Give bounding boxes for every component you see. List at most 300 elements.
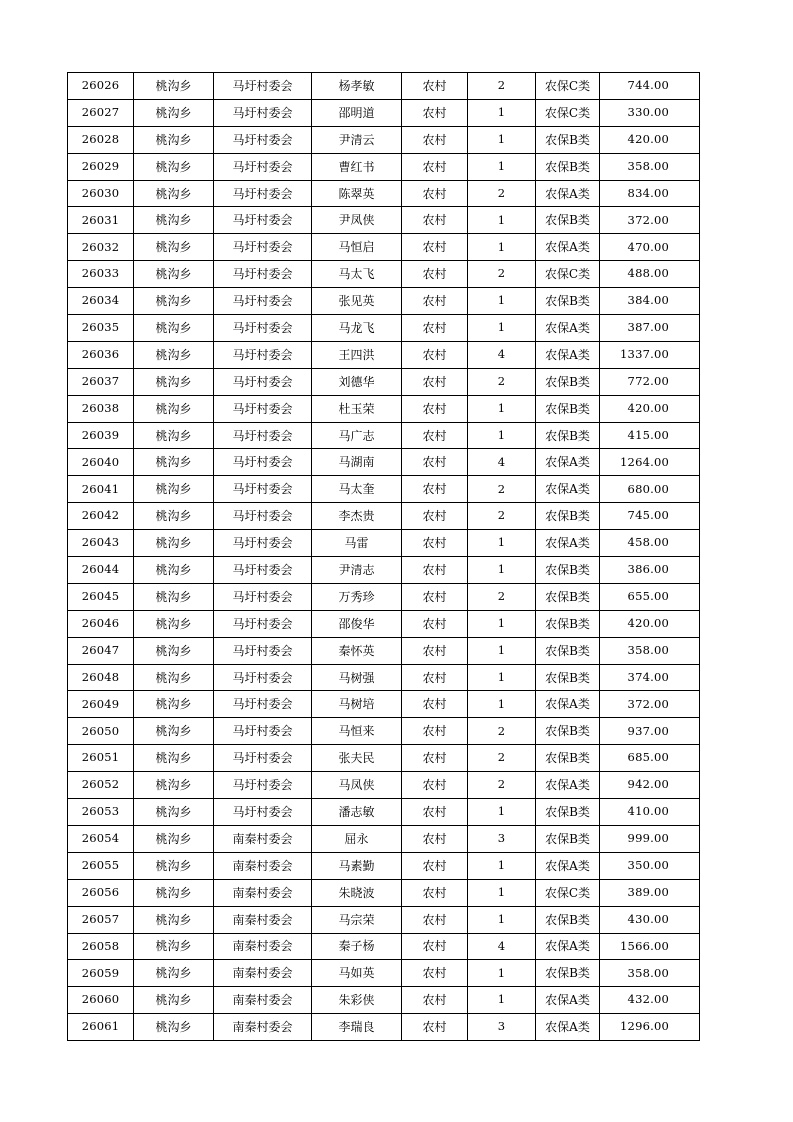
- household-count-cell: 2: [468, 261, 536, 288]
- table-row: [68, 852, 700, 879]
- area-type-cell: 农村: [402, 852, 468, 879]
- table-row: [68, 637, 700, 664]
- person-name-cell: 李瑞良: [312, 1014, 402, 1041]
- village-cell: 马圩村委会: [214, 799, 312, 826]
- amount-cell: 772.00: [600, 368, 700, 395]
- table-row: [68, 718, 700, 745]
- insurance-category-cell: 农保B类: [536, 825, 600, 852]
- household-count-cell: 1: [468, 99, 536, 126]
- person-name-cell: 马恒来: [312, 718, 402, 745]
- household-count-cell: 4: [468, 933, 536, 960]
- insurance-category-cell: 农保B类: [536, 368, 600, 395]
- household-count-cell: 2: [468, 73, 536, 100]
- village-cell: 马圩村委会: [214, 368, 312, 395]
- insurance-category-cell: 农保A类: [536, 341, 600, 368]
- person-name-cell: 刘德华: [312, 368, 402, 395]
- village-cell: 马圩村委会: [214, 261, 312, 288]
- area-type-cell: 农村: [402, 933, 468, 960]
- insurance-category-cell: 农保B类: [536, 422, 600, 449]
- township-cell: 桃沟乡: [134, 180, 214, 207]
- household-count-cell: 3: [468, 1014, 536, 1041]
- township-cell: 桃沟乡: [134, 987, 214, 1014]
- insurance-category-cell: 农保B类: [536, 583, 600, 610]
- household-count-cell: 2: [468, 476, 536, 503]
- amount-cell: 415.00: [600, 422, 700, 449]
- village-cell: 南秦村委会: [214, 933, 312, 960]
- amount-cell: 374.00: [600, 664, 700, 691]
- amount-cell: 655.00: [600, 583, 700, 610]
- township-cell: 桃沟乡: [134, 610, 214, 637]
- insurance-category-cell: 农保B类: [536, 745, 600, 772]
- person-name-cell: 朱晓波: [312, 879, 402, 906]
- amount-cell: 432.00: [600, 987, 700, 1014]
- record-id-cell: 26056: [68, 879, 134, 906]
- record-id-cell: 26037: [68, 368, 134, 395]
- township-cell: 桃沟乡: [134, 772, 214, 799]
- table-row: [68, 288, 700, 315]
- record-id-cell: 26028: [68, 126, 134, 153]
- table-row: [68, 906, 700, 933]
- person-name-cell: 万秀珍: [312, 583, 402, 610]
- person-name-cell: 马宗荣: [312, 906, 402, 933]
- person-name-cell: 马龙飞: [312, 315, 402, 342]
- village-cell: 马圩村委会: [214, 73, 312, 100]
- area-type-cell: 农村: [402, 772, 468, 799]
- insurance-category-cell: 农保A类: [536, 530, 600, 557]
- person-name-cell: 曹红书: [312, 153, 402, 180]
- township-cell: 桃沟乡: [134, 933, 214, 960]
- table-row: [68, 207, 700, 234]
- person-name-cell: 朱彩侠: [312, 987, 402, 1014]
- table-row: [68, 368, 700, 395]
- township-cell: 桃沟乡: [134, 852, 214, 879]
- insurance-category-cell: 农保B类: [536, 557, 600, 584]
- amount-cell: 420.00: [600, 610, 700, 637]
- person-name-cell: 马雷: [312, 530, 402, 557]
- amount-cell: 1296.00: [600, 1014, 700, 1041]
- household-count-cell: 1: [468, 288, 536, 315]
- township-cell: 桃沟乡: [134, 288, 214, 315]
- amount-cell: 458.00: [600, 530, 700, 557]
- record-id-cell: 26029: [68, 153, 134, 180]
- table-row: [68, 745, 700, 772]
- record-id-cell: 26035: [68, 315, 134, 342]
- township-cell: 桃沟乡: [134, 449, 214, 476]
- table-row: [68, 879, 700, 906]
- amount-cell: 358.00: [600, 153, 700, 180]
- record-id-cell: 26046: [68, 610, 134, 637]
- person-name-cell: 张见英: [312, 288, 402, 315]
- record-id-cell: 26059: [68, 960, 134, 987]
- insurance-category-cell: 农保B类: [536, 610, 600, 637]
- area-type-cell: 农村: [402, 745, 468, 772]
- amount-cell: 330.00: [600, 99, 700, 126]
- insurance-category-cell: 农保B类: [536, 288, 600, 315]
- table-row: [68, 341, 700, 368]
- insurance-category-cell: 农保B类: [536, 718, 600, 745]
- area-type-cell: 农村: [402, 395, 468, 422]
- table-row: [68, 73, 700, 100]
- record-id-cell: 26041: [68, 476, 134, 503]
- table-row: [68, 180, 700, 207]
- record-id-cell: 26054: [68, 825, 134, 852]
- table-row: [68, 557, 700, 584]
- record-id-cell: 26042: [68, 503, 134, 530]
- village-cell: 马圩村委会: [214, 126, 312, 153]
- person-name-cell: 秦怀英: [312, 637, 402, 664]
- insurance-category-cell: 农保A类: [536, 933, 600, 960]
- household-count-cell: 1: [468, 557, 536, 584]
- amount-cell: 430.00: [600, 906, 700, 933]
- person-name-cell: 陈翠英: [312, 180, 402, 207]
- roster-body: [68, 73, 700, 1041]
- person-name-cell: 杜玉荣: [312, 395, 402, 422]
- area-type-cell: 农村: [402, 557, 468, 584]
- household-count-cell: 2: [468, 583, 536, 610]
- village-cell: 南秦村委会: [214, 852, 312, 879]
- amount-cell: 384.00: [600, 288, 700, 315]
- village-cell: 马圩村委会: [214, 395, 312, 422]
- area-type-cell: 农村: [402, 73, 468, 100]
- household-count-cell: 1: [468, 960, 536, 987]
- record-id-cell: 26044: [68, 557, 134, 584]
- record-id-cell: 26033: [68, 261, 134, 288]
- household-count-cell: 1: [468, 395, 536, 422]
- person-name-cell: 尹清志: [312, 557, 402, 584]
- household-count-cell: 4: [468, 341, 536, 368]
- household-count-cell: 2: [468, 180, 536, 207]
- village-cell: 南秦村委会: [214, 960, 312, 987]
- township-cell: 桃沟乡: [134, 583, 214, 610]
- township-cell: 桃沟乡: [134, 422, 214, 449]
- amount-cell: 685.00: [600, 745, 700, 772]
- township-cell: 桃沟乡: [134, 691, 214, 718]
- area-type-cell: 农村: [402, 987, 468, 1014]
- table-row: [68, 583, 700, 610]
- insurance-category-cell: 农保B类: [536, 153, 600, 180]
- amount-cell: 937.00: [600, 718, 700, 745]
- village-cell: 马圩村委会: [214, 422, 312, 449]
- area-type-cell: 农村: [402, 153, 468, 180]
- record-id-cell: 26047: [68, 637, 134, 664]
- area-type-cell: 农村: [402, 799, 468, 826]
- amount-cell: 1566.00: [600, 933, 700, 960]
- record-id-cell: 26053: [68, 799, 134, 826]
- person-name-cell: 李杰贵: [312, 503, 402, 530]
- person-name-cell: 马树培: [312, 691, 402, 718]
- table-row: [68, 449, 700, 476]
- table-row: [68, 825, 700, 852]
- area-type-cell: 农村: [402, 315, 468, 342]
- person-name-cell: 马素勤: [312, 852, 402, 879]
- record-id-cell: 26048: [68, 664, 134, 691]
- insurance-category-cell: 农保B类: [536, 503, 600, 530]
- insurance-category-cell: 农保A类: [536, 315, 600, 342]
- record-id-cell: 26060: [68, 987, 134, 1014]
- area-type-cell: 农村: [402, 637, 468, 664]
- household-count-cell: 1: [468, 530, 536, 557]
- amount-cell: 420.00: [600, 126, 700, 153]
- amount-cell: 1337.00: [600, 341, 700, 368]
- township-cell: 桃沟乡: [134, 503, 214, 530]
- record-id-cell: 26026: [68, 73, 134, 100]
- village-cell: 马圩村委会: [214, 341, 312, 368]
- township-cell: 桃沟乡: [134, 879, 214, 906]
- household-count-cell: 4: [468, 449, 536, 476]
- record-id-cell: 26050: [68, 718, 134, 745]
- record-id-cell: 26058: [68, 933, 134, 960]
- household-count-cell: 1: [468, 126, 536, 153]
- township-cell: 桃沟乡: [134, 99, 214, 126]
- person-name-cell: 尹清云: [312, 126, 402, 153]
- township-cell: 桃沟乡: [134, 906, 214, 933]
- amount-cell: 744.00: [600, 73, 700, 100]
- village-cell: 马圩村委会: [214, 745, 312, 772]
- table-row: [68, 395, 700, 422]
- village-cell: 马圩村委会: [214, 449, 312, 476]
- village-cell: 南秦村委会: [214, 1014, 312, 1041]
- amount-cell: 834.00: [600, 180, 700, 207]
- record-id-cell: 26027: [68, 99, 134, 126]
- table-row: [68, 799, 700, 826]
- insurance-category-cell: 农保A类: [536, 476, 600, 503]
- township-cell: 桃沟乡: [134, 395, 214, 422]
- township-cell: 桃沟乡: [134, 315, 214, 342]
- insurance-category-cell: 农保B类: [536, 906, 600, 933]
- township-cell: 桃沟乡: [134, 1014, 214, 1041]
- insurance-category-cell: 农保A类: [536, 691, 600, 718]
- table-row: [68, 691, 700, 718]
- person-name-cell: 马湖南: [312, 449, 402, 476]
- insurance-category-cell: 农保B类: [536, 799, 600, 826]
- household-count-cell: 3: [468, 825, 536, 852]
- amount-cell: 420.00: [600, 395, 700, 422]
- township-cell: 桃沟乡: [134, 261, 214, 288]
- insurance-category-cell: 农保A类: [536, 449, 600, 476]
- table-row: [68, 153, 700, 180]
- insurance-category-cell: 农保B类: [536, 637, 600, 664]
- township-cell: 桃沟乡: [134, 476, 214, 503]
- village-cell: 南秦村委会: [214, 879, 312, 906]
- person-name-cell: 马恒启: [312, 234, 402, 261]
- household-count-cell: 1: [468, 207, 536, 234]
- township-cell: 桃沟乡: [134, 637, 214, 664]
- village-cell: 马圩村委会: [214, 153, 312, 180]
- township-cell: 桃沟乡: [134, 530, 214, 557]
- person-name-cell: 秦子杨: [312, 933, 402, 960]
- household-count-cell: 1: [468, 234, 536, 261]
- area-type-cell: 农村: [402, 288, 468, 315]
- township-cell: 桃沟乡: [134, 126, 214, 153]
- village-cell: 马圩村委会: [214, 315, 312, 342]
- insurance-category-cell: 农保A类: [536, 234, 600, 261]
- amount-cell: 389.00: [600, 879, 700, 906]
- household-count-cell: 1: [468, 315, 536, 342]
- township-cell: 桃沟乡: [134, 745, 214, 772]
- amount-cell: 358.00: [600, 637, 700, 664]
- area-type-cell: 农村: [402, 207, 468, 234]
- person-name-cell: 马如英: [312, 960, 402, 987]
- person-name-cell: 马树强: [312, 664, 402, 691]
- person-name-cell: 马太奎: [312, 476, 402, 503]
- village-cell: 马圩村委会: [214, 610, 312, 637]
- person-name-cell: 马广志: [312, 422, 402, 449]
- insurance-category-cell: 农保A类: [536, 852, 600, 879]
- village-cell: 马圩村委会: [214, 530, 312, 557]
- area-type-cell: 农村: [402, 368, 468, 395]
- insurance-category-cell: 农保A类: [536, 987, 600, 1014]
- household-count-cell: 1: [468, 691, 536, 718]
- amount-cell: 350.00: [600, 852, 700, 879]
- village-cell: 马圩村委会: [214, 664, 312, 691]
- amount-cell: 680.00: [600, 476, 700, 503]
- person-name-cell: 屈永: [312, 825, 402, 852]
- record-id-cell: 26049: [68, 691, 134, 718]
- person-name-cell: 潘志敏: [312, 799, 402, 826]
- insurance-category-cell: 农保A类: [536, 1014, 600, 1041]
- area-type-cell: 农村: [402, 530, 468, 557]
- record-id-cell: 26061: [68, 1014, 134, 1041]
- insurance-category-cell: 农保C类: [536, 879, 600, 906]
- amount-cell: 470.00: [600, 234, 700, 261]
- table-row: [68, 960, 700, 987]
- insurance-category-cell: 农保A类: [536, 772, 600, 799]
- amount-cell: 745.00: [600, 503, 700, 530]
- township-cell: 桃沟乡: [134, 368, 214, 395]
- area-type-cell: 农村: [402, 422, 468, 449]
- table-row: [68, 664, 700, 691]
- village-cell: 马圩村委会: [214, 718, 312, 745]
- table-row: [68, 315, 700, 342]
- table-row: [68, 772, 700, 799]
- insurance-category-cell: 农保B类: [536, 664, 600, 691]
- village-cell: 马圩村委会: [214, 772, 312, 799]
- table-row: [68, 476, 700, 503]
- amount-cell: 372.00: [600, 691, 700, 718]
- table-row: [68, 99, 700, 126]
- amount-cell: 1264.00: [600, 449, 700, 476]
- person-name-cell: 邵俊华: [312, 610, 402, 637]
- person-name-cell: 张夫民: [312, 745, 402, 772]
- area-type-cell: 农村: [402, 261, 468, 288]
- amount-cell: 372.00: [600, 207, 700, 234]
- area-type-cell: 农村: [402, 449, 468, 476]
- amount-cell: 488.00: [600, 261, 700, 288]
- insurance-category-cell: 农保B类: [536, 207, 600, 234]
- amount-cell: 386.00: [600, 557, 700, 584]
- village-cell: 南秦村委会: [214, 987, 312, 1014]
- household-count-cell: 1: [468, 610, 536, 637]
- person-name-cell: 王四洪: [312, 341, 402, 368]
- insurance-category-cell: 农保A类: [536, 180, 600, 207]
- village-cell: 马圩村委会: [214, 99, 312, 126]
- village-cell: 马圩村委会: [214, 637, 312, 664]
- record-id-cell: 26051: [68, 745, 134, 772]
- area-type-cell: 农村: [402, 503, 468, 530]
- insurance-category-cell: 农保B类: [536, 395, 600, 422]
- township-cell: 桃沟乡: [134, 718, 214, 745]
- village-cell: 马圩村委会: [214, 557, 312, 584]
- area-type-cell: 农村: [402, 960, 468, 987]
- person-name-cell: 尹凤侠: [312, 207, 402, 234]
- record-id-cell: 26030: [68, 180, 134, 207]
- area-type-cell: 农村: [402, 691, 468, 718]
- amount-cell: 942.00: [600, 772, 700, 799]
- village-cell: 马圩村委会: [214, 180, 312, 207]
- table-row: [68, 126, 700, 153]
- area-type-cell: 农村: [402, 341, 468, 368]
- amount-cell: 999.00: [600, 825, 700, 852]
- area-type-cell: 农村: [402, 906, 468, 933]
- table-row: [68, 261, 700, 288]
- household-count-cell: 2: [468, 718, 536, 745]
- household-count-cell: 2: [468, 745, 536, 772]
- area-type-cell: 农村: [402, 583, 468, 610]
- village-cell: 南秦村委会: [214, 906, 312, 933]
- record-id-cell: 26038: [68, 395, 134, 422]
- household-count-cell: 2: [468, 772, 536, 799]
- village-cell: 马圩村委会: [214, 207, 312, 234]
- amount-cell: 387.00: [600, 315, 700, 342]
- village-cell: 马圩村委会: [214, 234, 312, 261]
- person-name-cell: 马凤侠: [312, 772, 402, 799]
- record-id-cell: 26043: [68, 530, 134, 557]
- township-cell: 桃沟乡: [134, 341, 214, 368]
- household-count-cell: 1: [468, 799, 536, 826]
- insurance-category-cell: 农保C类: [536, 261, 600, 288]
- household-count-cell: 1: [468, 906, 536, 933]
- record-id-cell: 26036: [68, 341, 134, 368]
- amount-cell: 358.00: [600, 960, 700, 987]
- table-row: [68, 1014, 700, 1041]
- township-cell: 桃沟乡: [134, 234, 214, 261]
- village-cell: 南秦村委会: [214, 825, 312, 852]
- township-cell: 桃沟乡: [134, 960, 214, 987]
- area-type-cell: 农村: [402, 1014, 468, 1041]
- area-type-cell: 农村: [402, 180, 468, 207]
- village-cell: 马圩村委会: [214, 476, 312, 503]
- area-type-cell: 农村: [402, 664, 468, 691]
- household-count-cell: 1: [468, 153, 536, 180]
- township-cell: 桃沟乡: [134, 799, 214, 826]
- household-count-cell: 1: [468, 422, 536, 449]
- person-name-cell: 杨孝敏: [312, 73, 402, 100]
- village-cell: 马圩村委会: [214, 288, 312, 315]
- household-count-cell: 1: [468, 987, 536, 1014]
- insurance-category-cell: 农保C类: [536, 73, 600, 100]
- record-id-cell: 26057: [68, 906, 134, 933]
- village-cell: 马圩村委会: [214, 691, 312, 718]
- area-type-cell: 农村: [402, 718, 468, 745]
- insurance-category-cell: 农保B类: [536, 126, 600, 153]
- record-id-cell: 26052: [68, 772, 134, 799]
- person-name-cell: 邵明道: [312, 99, 402, 126]
- area-type-cell: 农村: [402, 234, 468, 261]
- area-type-cell: 农村: [402, 825, 468, 852]
- household-count-cell: 1: [468, 879, 536, 906]
- table-row: [68, 987, 700, 1014]
- insurance-category-cell: 农保C类: [536, 99, 600, 126]
- table-row: [68, 234, 700, 261]
- table-row: [68, 503, 700, 530]
- record-id-cell: 26032: [68, 234, 134, 261]
- township-cell: 桃沟乡: [134, 207, 214, 234]
- table-row: [68, 530, 700, 557]
- township-cell: 桃沟乡: [134, 153, 214, 180]
- table-row: [68, 610, 700, 637]
- household-count-cell: 2: [468, 503, 536, 530]
- village-cell: 马圩村委会: [214, 503, 312, 530]
